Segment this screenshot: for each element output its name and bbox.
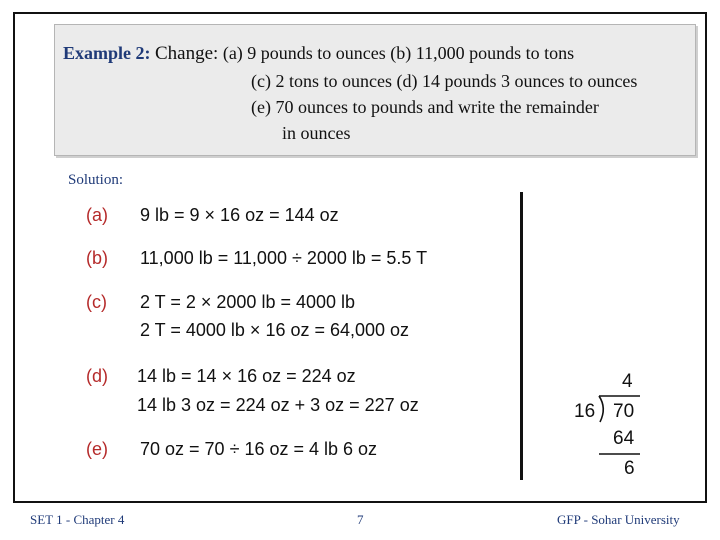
example-line-4: in ounces xyxy=(282,123,351,143)
row-d2-text: 14 lb 3 oz = 224 oz + 3 oz = 227 oz xyxy=(137,395,419,415)
vertical-divider xyxy=(520,192,523,480)
row-b-label: (b) xyxy=(86,248,108,268)
footer-left: SET 1 - Chapter 4 xyxy=(30,512,125,527)
example-title: Example 2: xyxy=(63,43,151,63)
row-a-label: (a) xyxy=(86,205,108,225)
solution-label: Solution: xyxy=(68,172,124,188)
division-divisor: 16 xyxy=(574,401,596,422)
example-change: Change: xyxy=(155,43,219,64)
division-dividend: 70 xyxy=(613,401,635,422)
division-product: 64 xyxy=(613,428,635,449)
row-b-text: 11,000 lb = 11,000 ÷ 2000 lb = 5.5 T xyxy=(140,248,428,268)
row-d-label: (d) xyxy=(86,366,108,386)
row-c-text: 2 T = 2 × 2000 lb = 4000 lb xyxy=(140,292,356,312)
example-box xyxy=(54,24,696,156)
division-bracket-icon xyxy=(594,392,644,462)
row-a-text: 9 lb = 9 × 16 oz = 144 oz xyxy=(140,205,339,225)
footer-page-number: 7 xyxy=(357,512,364,527)
example-line-3: (e) 70 ounces to pounds and write the remainder xyxy=(251,97,599,117)
division-remainder: 6 xyxy=(624,458,635,479)
example-line-1 xyxy=(63,43,574,65)
row-e-text: 70 oz = 70 ÷ 16 oz = 4 lb 6 oz xyxy=(140,439,378,459)
row-d-text: 14 lb = 14 × 16 oz = 224 oz xyxy=(137,366,356,386)
division-quotient: 4 xyxy=(622,371,633,392)
row-c2-text: 2 T = 4000 lb × 16 oz = 64,000 oz xyxy=(140,320,410,340)
row-c-label: (c) xyxy=(86,292,107,312)
row-e-label: (e) xyxy=(86,439,108,459)
footer-right: GFP - Sohar University xyxy=(557,512,680,527)
example-line-2: (c) 2 tons to ounces (d) 14 pounds 3 ounces to ounces xyxy=(251,71,638,91)
example-parts-1: (a) 9 pounds to ounces (b) 11,000 pounds to tons xyxy=(222,43,575,63)
